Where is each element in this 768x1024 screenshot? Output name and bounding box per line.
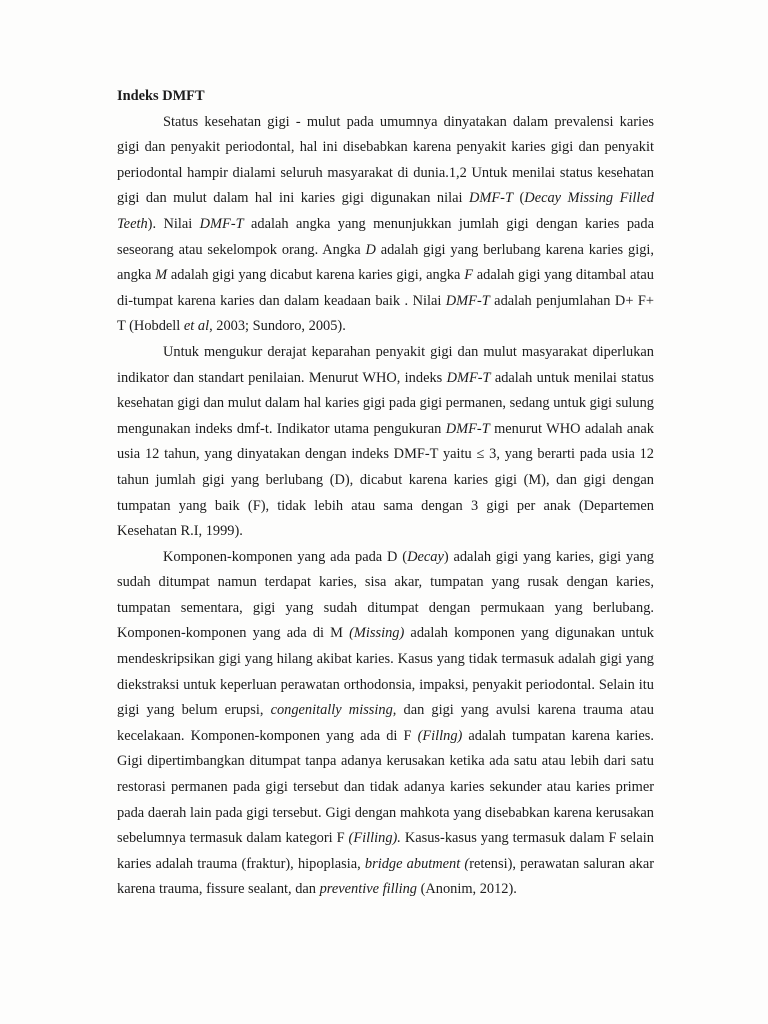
italic-text-run: Decay Missing Filled Teeth — [117, 190, 655, 232]
italic-text-run: Decay — [407, 548, 444, 565]
italic-text-run: (Filling). — [348, 830, 401, 847]
text-run: Status kesehatan gigi - mulut pada umumnya dinyatakan dalam prevalensi karies gigi dan penyakit periodontal, hal ini disebabkan karena penyakit karies gigi dan penyakit periodontal hampir dialami seluruh masyarakat di dunia.1,2 Untuk menilai status kesehatan gigi dan mulut dalam hal ini karies gigi digunakan nilai — [117, 113, 654, 207]
italic-text-run: DMF-T — [446, 369, 491, 386]
italic-text-run: DMF-T — [445, 420, 490, 437]
italic-text-run: congenitally missing, — [270, 702, 397, 719]
text-run: adalah untuk menilai status kesehatan gigi dan mulut dalam hal karies gigi pada gigi permanen, sedang untuk gigi sulung mengunakan indeks dmf-t. Indikator utama pengukuran — [117, 369, 654, 437]
italic-text-run: DMF-T — [199, 215, 244, 232]
text-run: adalah tumpatan karena karies. Gigi dipertimbangkan ditumpat tanpa adanya kerusakan ketika ada satu atau lebih dari satu restorasi permanen pada gigi tersebut dan tidak adanya karies sekunder atau karies primer pada daerah lain pada gigi tersebut. Gigi dengan mahkota yang disebabkan karena kerusakan sebelumnya termasuk dalam kategori F — [117, 727, 655, 847]
italic-text-run: (Missing) — [349, 625, 405, 642]
text-run: adalah gigi yang dicabut karena karies gigi, angka — [167, 267, 465, 284]
text-run: adalah gigi yang berlubang karena karies gigi, angka — [117, 241, 654, 284]
text-run: adalah gigi yang ditambal atau di-tumpat karena karies dan dalam keadaan baik . Nilai — [117, 267, 654, 309]
text-run: , 2003; Sundoro, 2005). — [209, 318, 346, 335]
italic-text-run: DMF-T — [445, 292, 490, 309]
body-paragraph — [117, 340, 654, 545]
text-run: dan gigi yang avulsi karena trauma atau kecelakaan. Komponen-komponen yang ada di F — [117, 702, 654, 744]
italic-text-run: preventive filling — [319, 881, 417, 898]
text-run: adalah angka yang menunjukkan jumlah gigi dengan karies pada seseorang atau sekelompok orang. Angka — [117, 215, 654, 258]
text-run: ). Nilai — [147, 215, 200, 232]
body-paragraph — [117, 545, 654, 903]
text-run: Kasus-kasus yang termasuk dalam F selain karies adalah trauma (fraktur), hipoplasia, — [117, 830, 654, 872]
text-run: retensi), perawatan saluran akar karena trauma, fissure sealant, dan — [117, 855, 655, 898]
italic-text-run: DMF-T — [469, 190, 513, 207]
italic-text-run: et al — [183, 318, 210, 335]
document-body — [117, 84, 654, 903]
text-run: adalah penjumlahan D+ F+ T (Hobdell — [117, 292, 654, 335]
text-run: Untuk mengukur derajat keparahan penyakit gigi dan mulut masyarakat diperlukan indikator dan standart penilaian. Menurut WHO, indeks — [117, 343, 654, 386]
body-paragraph — [117, 110, 654, 340]
text-run: (Anonim, 2012). — [416, 881, 517, 898]
italic-text-run: F — [464, 267, 473, 284]
italic-text-run: (Fillng) — [417, 727, 463, 744]
italic-text-run: bridge abutment ( — [364, 855, 470, 872]
text-run: ) adalah gigi yang karies, gigi yang sudah ditumpat namun terdapat karies, sisa akar, tumpatan yang rusak dengan karies, tumpatan sementara, gigi yang sudah ditumpat dengan permukaan yang berlubang. Komponen-komponen yang ada di M — [117, 548, 654, 642]
paragraphs-container — [117, 110, 654, 903]
section-heading: Indeks DMFT — [117, 88, 205, 104]
italic-text-run: M — [155, 267, 168, 284]
text-run: adalah komponen yang digunakan untuk mendeskripsikan gigi yang hilang akibat karies. Kasus yang tidak termasuk adalah gigi yang diekstraksi untuk keperluan perawatan orthodonsia, impaksi, penyakit periodontal. Selain itu gigi yang belum erupsi, — [117, 625, 654, 719]
text-run: Komponen-komponen yang ada pada D ( — [163, 548, 408, 565]
text-run: ( — [512, 190, 525, 207]
text-run: menurut WHO adalah anak usia 12 tahun, yang dinyatakan dengan indeks DMF-T yaitu ≤ 3, yang berarti pada usia 12 tahun jumlah gigi yang berlubang (D), dicabut karena karies gigi (M), dan gigi dengan tumpatan yang baik (F), tidak lebih atau sama dengan 3 gigi per anak (Departemen Kesehatan R.I, 1999). — [117, 420, 654, 540]
italic-text-run: D — [365, 241, 376, 258]
